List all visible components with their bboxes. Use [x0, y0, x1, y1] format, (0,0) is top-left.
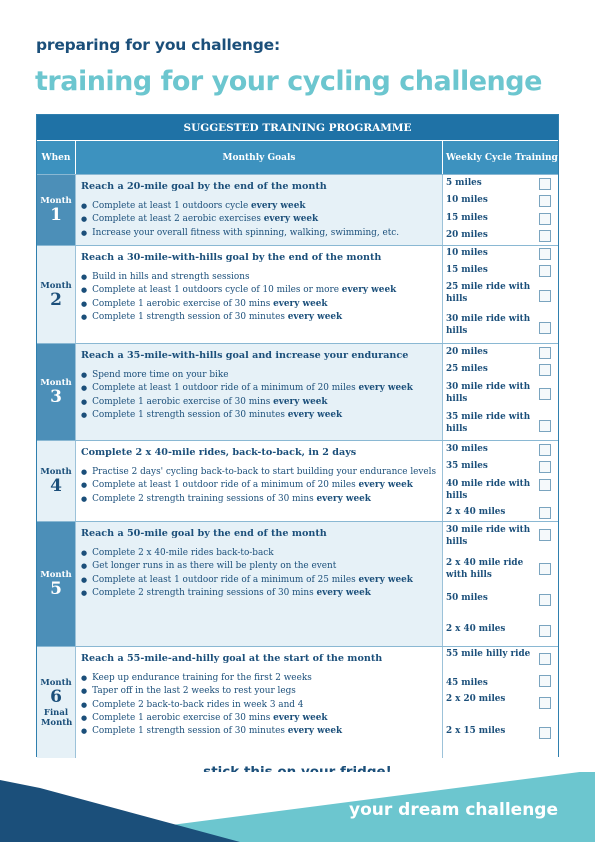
goal-bullet-list — [81, 547, 438, 600]
monthly-goals-cell — [76, 246, 443, 343]
bullet-text: Complete 1 aerobic exercise of 30 mins — [92, 298, 274, 309]
goal-bullet — [81, 311, 438, 324]
week-checkbox[interactable] — [539, 675, 551, 687]
table-row — [37, 343, 558, 440]
month-label: Month — [40, 280, 72, 291]
table-header-row — [37, 141, 558, 174]
month-number: 1 — [50, 205, 62, 225]
goal-title: Reach a 55-mile-and-hilly goal at the start of the month — [81, 653, 383, 664]
bullet-emphasis: every week — [358, 383, 413, 394]
month-number: 6 — [50, 686, 62, 707]
week-checkbox[interactable] — [539, 213, 551, 225]
weekly-target-label: 25 miles — [446, 364, 488, 374]
header-when: When — [37, 141, 76, 174]
bullet-emphasis: every week — [263, 214, 319, 225]
bullet-text: Complete at least 1 outdoor ride of a minimum of 20 miles — [92, 480, 359, 491]
footer-brand: your dream challenge — [349, 800, 558, 820]
bullet-dot-icon: ● — [81, 384, 88, 393]
month-label: Month — [40, 570, 72, 580]
goal-bullet-list — [81, 672, 438, 738]
week-checkbox[interactable] — [539, 727, 551, 739]
week-checkbox[interactable] — [539, 444, 551, 456]
bullet-dot-icon: ● — [81, 286, 88, 295]
weekly-target-label: 30 mile ride with hills — [446, 382, 531, 404]
goal-bullet — [81, 213, 438, 226]
bullet-text: Complete 2 strength training sessions of 30 mins — [92, 587, 317, 598]
bullet-text: Complete 1 aerobic exercise of 30 mins — [92, 712, 274, 723]
goal-bullet-list — [81, 200, 438, 240]
goal-bullet — [81, 712, 438, 725]
weekly-target-label: 30 mile ride with hills — [446, 314, 531, 336]
bullet-dot-icon: ● — [81, 700, 88, 709]
month-cell — [37, 246, 76, 343]
weekly-target-label: 15 miles — [446, 265, 488, 275]
bullet-text: Complete 2 strength training sessions of 30 mins — [92, 493, 317, 504]
bullet-text: Complete at least 1 outdoors cycle of 10 miles or more — [92, 285, 342, 296]
bullet-dot-icon: ● — [81, 549, 88, 557]
goal-bullet — [81, 284, 438, 297]
week-checkbox[interactable] — [539, 653, 551, 665]
goal-title: Reach a 50-mile goal by the end of the month — [81, 528, 327, 539]
week-checkbox[interactable] — [539, 290, 551, 302]
monthly-goals-cell — [76, 175, 443, 245]
week-checkbox[interactable] — [539, 178, 551, 190]
bullet-text: Spend more time on your bike — [92, 370, 229, 380]
bullet-emphasis: every week — [287, 409, 343, 420]
week-checkbox[interactable] — [539, 265, 551, 277]
goal-bullet — [81, 685, 438, 698]
bullet-dot-icon: ● — [81, 727, 88, 736]
month-cell — [37, 441, 76, 521]
goal-bullet — [81, 227, 438, 240]
bullet-dot-icon: ● — [81, 410, 88, 419]
weekly-target-label: 55 mile hilly ride — [446, 649, 531, 659]
bullet-text: Get longer runs in as there will be plenty on the event — [92, 561, 337, 572]
week-checkbox[interactable] — [539, 563, 551, 575]
page-title: training for your cycling challenge — [35, 66, 542, 97]
weekly-target-label: 30 miles — [446, 444, 488, 454]
month-label: Month — [40, 467, 72, 477]
week-checkbox[interactable] — [539, 594, 551, 606]
weekly-training-cell — [443, 175, 558, 245]
bullet-emphasis: every week — [251, 201, 306, 211]
goal-bullet-list — [81, 466, 438, 506]
month-label: Month — [40, 677, 72, 688]
bullet-dot-icon: ● — [81, 468, 88, 476]
bullet-text: Complete 1 strength session of 30 minutes — [92, 409, 288, 420]
month-number: 3 — [50, 387, 62, 407]
monthly-goals-cell — [76, 647, 443, 758]
bullet-dot-icon: ● — [81, 588, 88, 597]
goal-bullet — [81, 547, 438, 560]
month-cell — [37, 175, 76, 245]
monthly-goals-cell — [76, 441, 443, 521]
month-cell — [37, 522, 76, 646]
bullet-text: Taper off in the last 2 weeks to rest your legs — [92, 686, 296, 697]
week-checkbox[interactable] — [539, 625, 551, 637]
goal-bullet — [81, 479, 438, 492]
goal-title: Complete 2 x 40-mile rides, back-to-back, in 2 days — [81, 447, 357, 458]
week-checkbox[interactable] — [539, 248, 551, 260]
bullet-emphasis: every week — [358, 480, 413, 491]
bullet-dot-icon: ● — [81, 228, 88, 237]
header-weekly-training: Weekly Cycle Training — [446, 152, 558, 163]
weekly-training-cell — [443, 441, 558, 521]
goal-bullet — [81, 396, 438, 409]
bullet-emphasis: every week — [316, 493, 371, 504]
goal-bullet — [81, 382, 438, 395]
bullet-text: Complete 2 back-to-back rides in week 3 and 4 — [92, 699, 304, 710]
goal-bullet-list — [81, 369, 438, 422]
week-checkbox[interactable] — [539, 507, 551, 519]
goal-bullet — [81, 298, 438, 311]
bullet-dot-icon: ● — [81, 481, 88, 490]
table-row — [37, 440, 558, 521]
week-checkbox[interactable] — [539, 420, 551, 432]
weekly-target-label: 2 x 40 miles — [446, 507, 506, 517]
bullet-text: Build in hills and strength sessions — [92, 272, 250, 282]
week-checkbox[interactable] — [539, 697, 551, 709]
bullet-dot-icon: ● — [81, 562, 88, 571]
weekly-target-label: 2 x 40 mile ride with hills — [446, 558, 524, 580]
weekly-target-label: 40 mile ride with hills — [446, 479, 531, 501]
bullet-emphasis: every week — [358, 574, 413, 585]
bullet-dot-icon: ● — [81, 713, 88, 722]
bullet-text: Increase your overall fitness with spinning, walking, swimming, etc. — [92, 227, 400, 238]
bullet-text: Practise 2 days' cycling back-to-back to start building your endurance levels — [92, 467, 437, 477]
header-monthly-goals: Monthly Goals — [76, 141, 443, 174]
week-checkbox[interactable] — [539, 529, 551, 541]
goal-bullet — [81, 466, 438, 479]
bullet-text: Complete at least 1 outdoor ride of a minimum of 25 miles — [92, 574, 359, 585]
goal-bullet — [81, 200, 438, 213]
week-checkbox[interactable] — [539, 364, 551, 376]
bullet-text: Complete at least 1 outdoors cycle — [92, 201, 252, 211]
table-row — [37, 245, 558, 343]
goal-bullet — [81, 493, 438, 506]
weekly-target-label: 35 mile ride with hills — [446, 412, 531, 434]
weekly-target-label: 20 miles — [446, 230, 488, 240]
bullet-text: Complete at least 2 aerobic exercises — [92, 214, 264, 225]
month-label: Month — [40, 196, 72, 206]
goal-bullet — [81, 369, 438, 382]
weekly-target-label: 2 x 20 miles — [446, 694, 506, 704]
week-checkbox[interactable] — [539, 230, 551, 242]
goal-bullet — [81, 409, 438, 422]
bullet-dot-icon: ● — [81, 575, 88, 584]
week-checkbox[interactable] — [539, 479, 551, 491]
bullet-dot-icon: ● — [81, 494, 88, 503]
table-caption: SUGGESTED TRAINING PROGRAMME — [37, 115, 558, 141]
weekly-target-label: 2 x 15 miles — [446, 726, 506, 736]
goal-title: Reach a 30-mile-with-hills goal by the end of the month — [81, 252, 382, 263]
bullet-emphasis: every week — [273, 298, 328, 309]
bullet-dot-icon: ● — [81, 312, 88, 321]
week-checkbox[interactable] — [539, 461, 551, 473]
goal-bullet — [81, 271, 438, 284]
weekly-training-cell — [443, 522, 558, 646]
month-label: Month — [40, 378, 72, 388]
table-row — [37, 174, 558, 245]
goal-title: Reach a 20-mile goal by the end of the month — [81, 181, 327, 192]
weekly-target-label: 2 x 40 miles — [446, 624, 506, 634]
bullet-text: Complete 1 strength session of 30 minutes — [92, 311, 288, 322]
weekly-target-label: 35 miles — [446, 461, 488, 471]
bullet-emphasis: every week — [316, 587, 371, 598]
bullet-emphasis: every week — [341, 285, 397, 296]
bullet-text: Complete at least 1 outdoor ride of a minimum of 20 miles — [92, 383, 359, 394]
bullet-emphasis: every week — [273, 396, 328, 407]
bullet-dot-icon: ● — [81, 687, 88, 696]
bullet-emphasis: every week — [273, 712, 328, 723]
bullet-text: Keep up endurance training for the first 2 weeks — [92, 673, 312, 683]
bullet-emphasis: every week — [287, 726, 343, 737]
bullet-dot-icon: ● — [81, 397, 88, 406]
week-checkbox[interactable] — [539, 388, 551, 400]
month-number: 5 — [50, 579, 62, 599]
weekly-training-cell — [443, 344, 558, 440]
weekly-target-label: 25 mile ride with hills — [446, 282, 531, 304]
bullet-dot-icon: ● — [81, 371, 88, 379]
training-table — [36, 114, 559, 757]
bullet-text: Complete 1 aerobic exercise of 30 mins — [92, 396, 274, 407]
week-checkbox[interactable] — [539, 195, 551, 207]
table-row — [37, 521, 558, 646]
bullet-dot-icon: ● — [81, 674, 88, 682]
week-checkbox[interactable] — [539, 322, 551, 334]
goal-bullet — [81, 574, 438, 587]
bullet-text: Complete 2 x 40-mile rides back-to-back — [92, 548, 274, 558]
monthly-goals-cell — [76, 344, 443, 440]
weekly-target-label: 10 miles — [446, 195, 488, 205]
bullet-dot-icon: ● — [81, 202, 88, 210]
weekly-training-cell — [443, 647, 558, 758]
weekly-target-label: 20 miles — [446, 347, 488, 357]
goal-bullet — [81, 560, 438, 573]
goal-bullet-list — [81, 271, 438, 324]
bullet-dot-icon: ● — [81, 215, 88, 224]
goal-bullet — [81, 587, 438, 600]
weekly-target-label: 30 mile ride with hills — [446, 525, 531, 547]
month-number: 2 — [50, 289, 62, 310]
page-kicker: preparing for you challenge: — [36, 36, 280, 54]
week-checkbox[interactable] — [539, 347, 551, 359]
weekly-target-label: 5 miles — [446, 178, 482, 188]
weekly-target-label: 45 miles — [446, 678, 488, 688]
bullet-emphasis: every week — [287, 311, 343, 322]
weekly-target-label: 50 miles — [446, 593, 488, 603]
month-number: 4 — [50, 476, 62, 496]
bullet-text: Complete 1 strength session of 30 minutes — [92, 726, 288, 737]
monthly-goals-cell — [76, 522, 443, 646]
month-cell — [37, 647, 76, 758]
table-row — [37, 646, 558, 758]
goal-bullet — [81, 672, 438, 685]
month-extra-label: Final Month — [41, 707, 73, 728]
weekly-target-label: 15 miles — [446, 213, 488, 223]
bullet-dot-icon: ● — [81, 299, 88, 308]
month-cell — [37, 344, 76, 440]
bullet-dot-icon: ● — [81, 273, 88, 281]
goal-bullet — [81, 725, 438, 738]
weekly-training-cell — [443, 246, 558, 343]
goal-bullet — [81, 699, 438, 712]
goal-title: Reach a 35-mile-with-hills goal and increase your endurance — [81, 350, 409, 361]
weekly-target-label: 10 miles — [446, 248, 488, 258]
